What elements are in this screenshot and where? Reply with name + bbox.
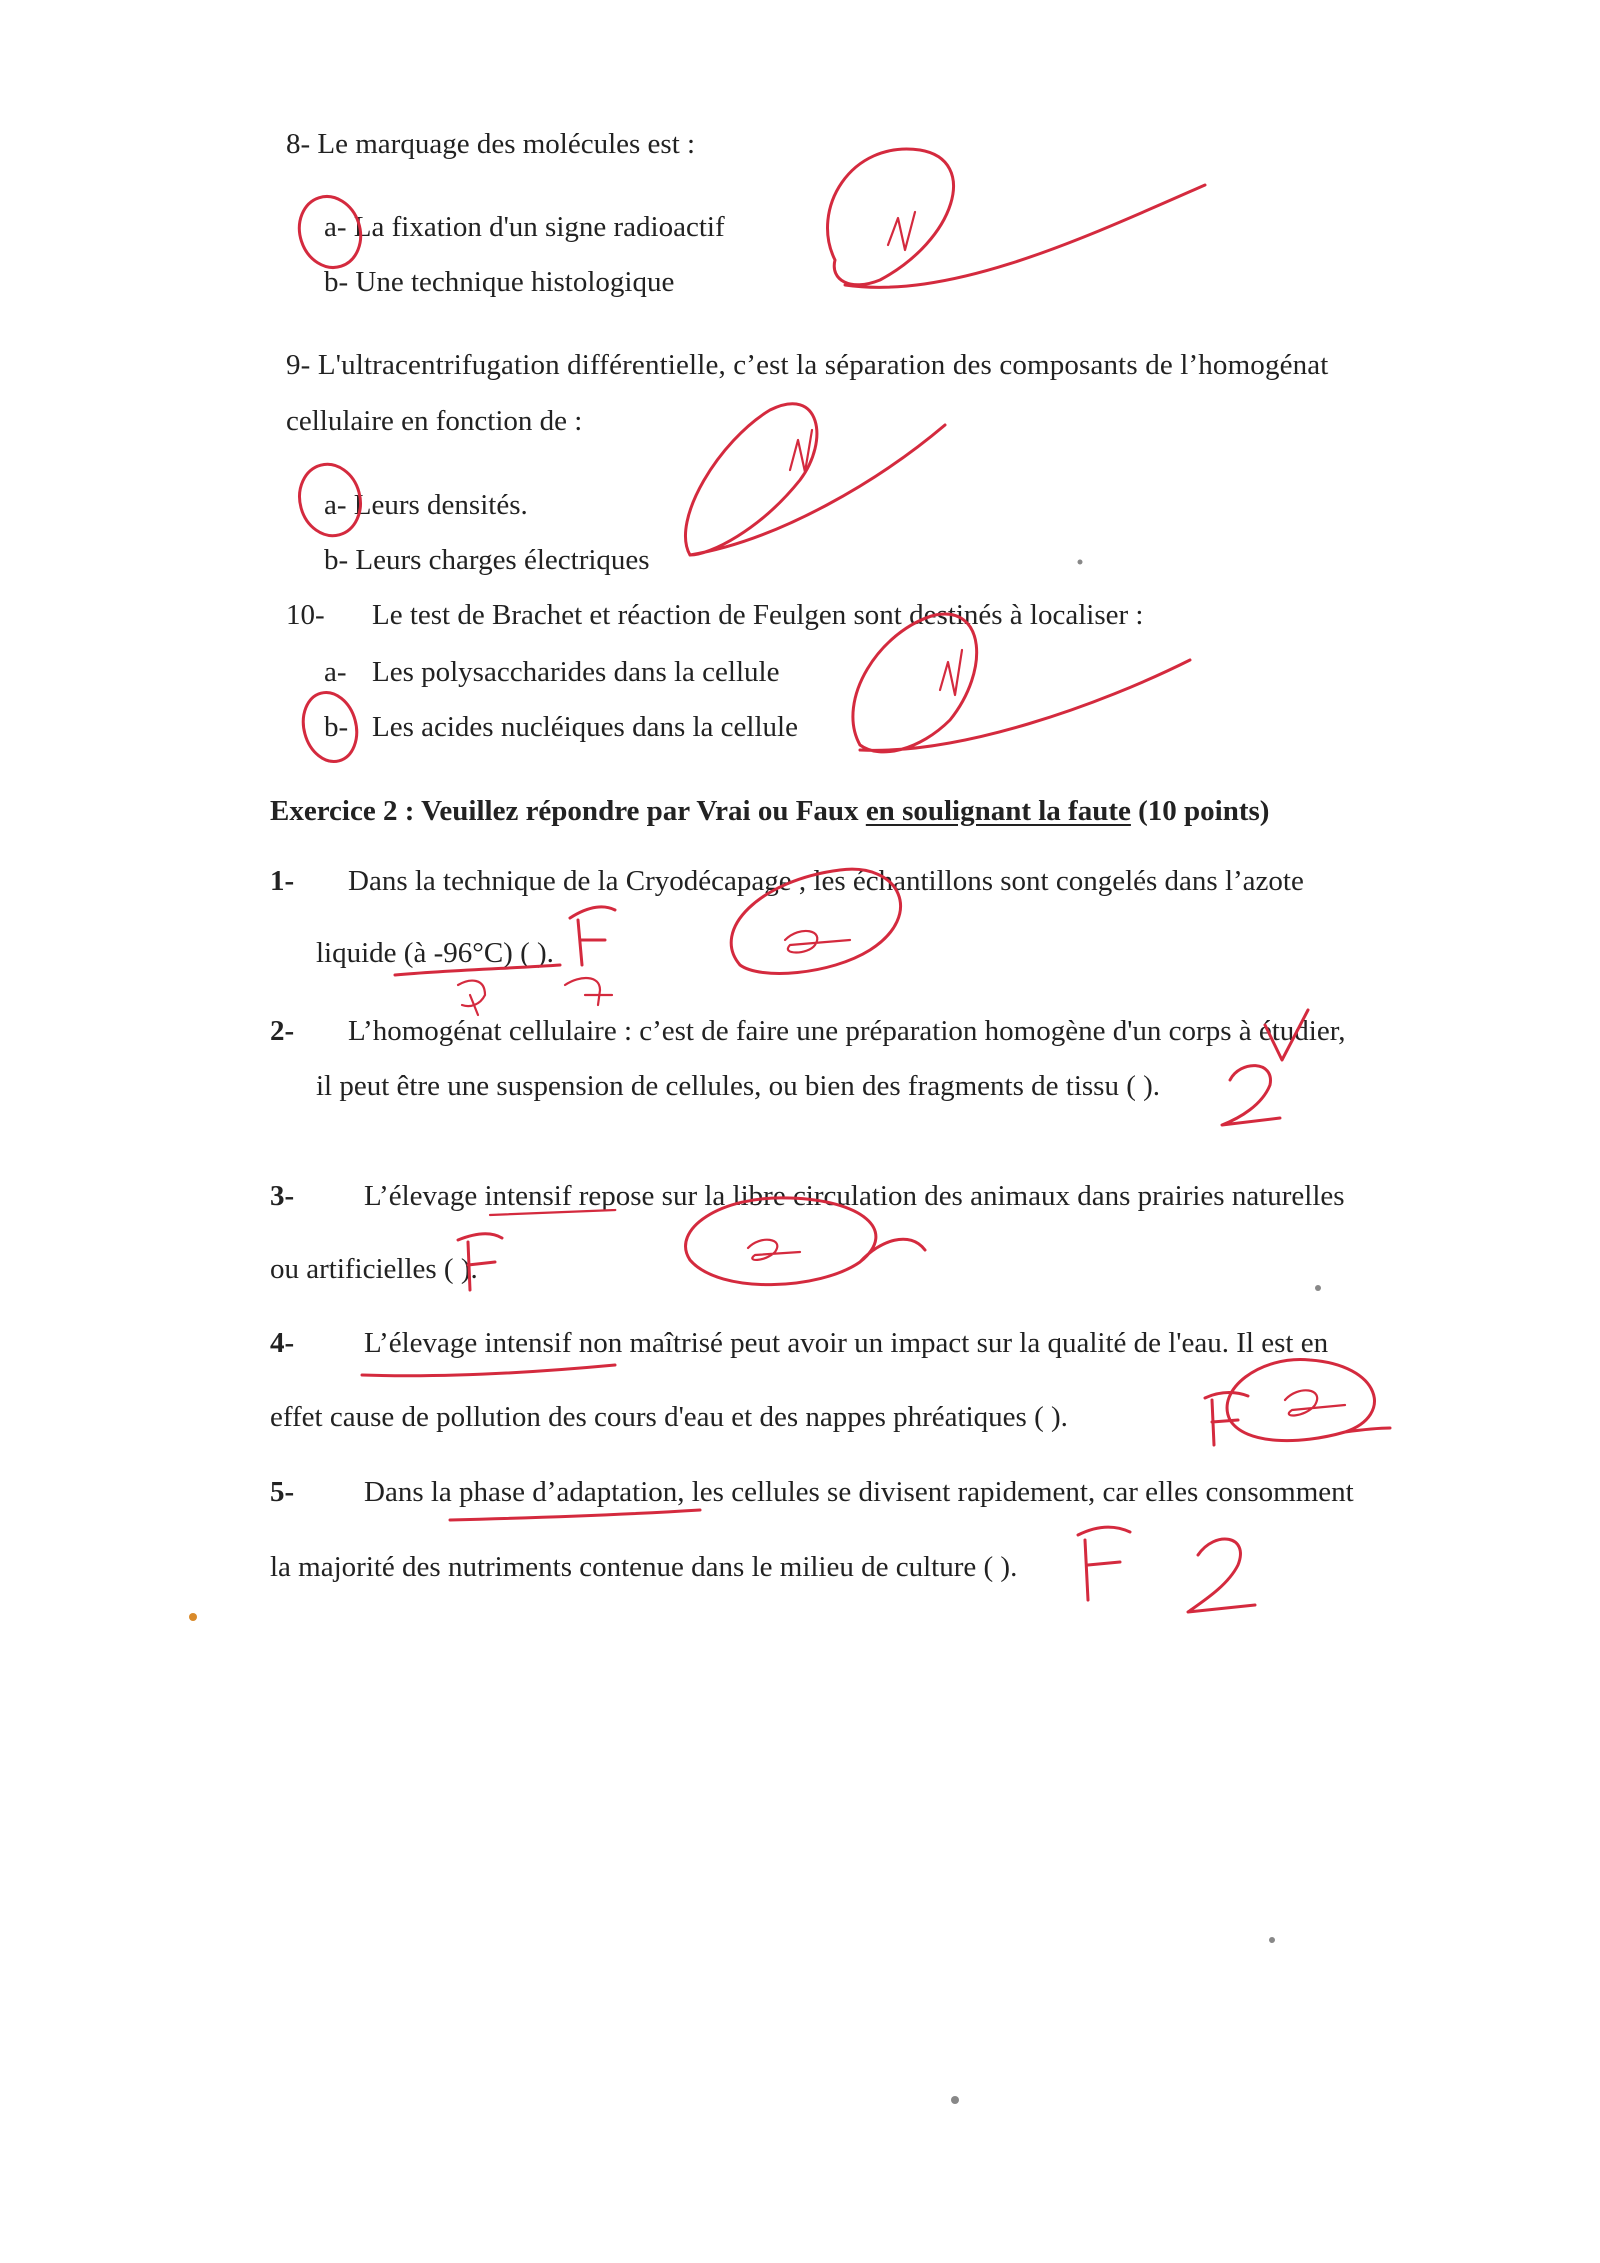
scan-speck [189, 1613, 197, 1621]
item5-score-digit [1188, 1539, 1255, 1612]
item1-score-digit [785, 931, 850, 953]
scan-speck [1315, 1285, 1321, 1291]
item2-line1: L’homogénat cellulaire : c’est de faire une préparation homogène d'un corps à étudier, [348, 1015, 1346, 1047]
item3-number: 3- [270, 1180, 295, 1212]
item4-line2: effet cause de pollution des cours d'eau et des nappes phréatiques ( ). [270, 1401, 1068, 1433]
q9-option-b: b- Leurs charges électriques [324, 544, 650, 576]
item2-number: 2- [270, 1015, 295, 1047]
q10-option-b-letter: b- [324, 711, 349, 743]
item4-score-digit [1285, 1390, 1345, 1415]
item4-underline [362, 1365, 615, 1376]
item4-f-mark [1205, 1393, 1248, 1446]
item1-line1: Dans la technique de la Cryodécapage , les échantillons sont congelés dans l’azote [348, 865, 1304, 897]
q8-stem: 8- Le marquage des molécules est : [286, 128, 696, 160]
item3-score-digit [748, 1240, 800, 1260]
q10-stem: Le test de Brachet et réaction de Feulgen sont destinés à localiser : [372, 599, 1144, 631]
item5-underline [450, 1510, 700, 1520]
q9-stem-line2: cellulaire en fonction de : [286, 405, 583, 437]
exercice2-heading-underlined: en soulignant la faute [865, 795, 1131, 827]
q10-option-a: Les polysaccharides dans la cellule [372, 656, 780, 688]
q9-option-a: a- Leurs densités. [324, 489, 528, 521]
q9-score-loop [685, 404, 945, 555]
q8-score-mark [888, 212, 915, 250]
item3-line1: L’élevage intensif repose sur la libre circulation des animaux dans prairies naturelles [364, 1180, 1345, 1212]
item1-number: 1- [270, 865, 295, 897]
item4-score-loop [1227, 1360, 1390, 1441]
scan-speck [951, 2096, 959, 2104]
q8-score-loop [828, 149, 1205, 287]
q8-option-b: b- Une technique histologique [324, 266, 675, 298]
q10-option-a-letter: a- [324, 656, 347, 688]
scan-speck [1269, 1937, 1275, 1943]
q10-score-loop [853, 614, 1190, 752]
item4-line1: L’élevage intensif non maîtrisé peut avoir un impact sur la qualité de l'eau. Il est en [364, 1327, 1329, 1359]
item1-score-1 [458, 981, 485, 1015]
q10-score-mark [940, 650, 962, 695]
exercice2-heading-part2: (10 points) [1130, 795, 1270, 827]
item1-score-2 [565, 978, 612, 1005]
item2-line2: il peut être une suspension de cellules, ou bien des fragments de tissu ( ). [316, 1070, 1161, 1102]
q8-option-a: a- La fixation d'un signe radioactif [324, 211, 725, 243]
item5-line1: Dans la phase d’adaptation, les cellules se divisent rapidement, car elles consomment [364, 1476, 1354, 1508]
scan-speck [1078, 560, 1083, 565]
item4-number: 4- [270, 1327, 295, 1359]
q9-stem-line1: 9- L'ultracentrifugation différentielle, c’est la séparation des composants de l’homogénat [286, 349, 1329, 381]
item5-f-mark [1078, 1527, 1130, 1600]
exercice2-heading-part1: Exercice 2 : Veuillez répondre par Vrai ou Faux [270, 795, 866, 827]
item3-line2: ou artificielles ( ). [270, 1253, 478, 1285]
item2-score-digit [1222, 1066, 1280, 1125]
item5-line2: la majorité des nutriments contenue dans le milieu de culture ( ). [270, 1551, 1018, 1583]
q9-score-mark [790, 430, 812, 472]
q10-option-b: Les acides nucléiques dans la cellule [372, 711, 798, 743]
exercice2-heading [270, 794, 1269, 828]
item5-number: 5- [270, 1476, 295, 1508]
item1-f-mark [570, 907, 615, 965]
item1-line2: liquide (à -96°C) ( ). [316, 937, 554, 969]
q10-number: 10- [286, 599, 325, 631]
